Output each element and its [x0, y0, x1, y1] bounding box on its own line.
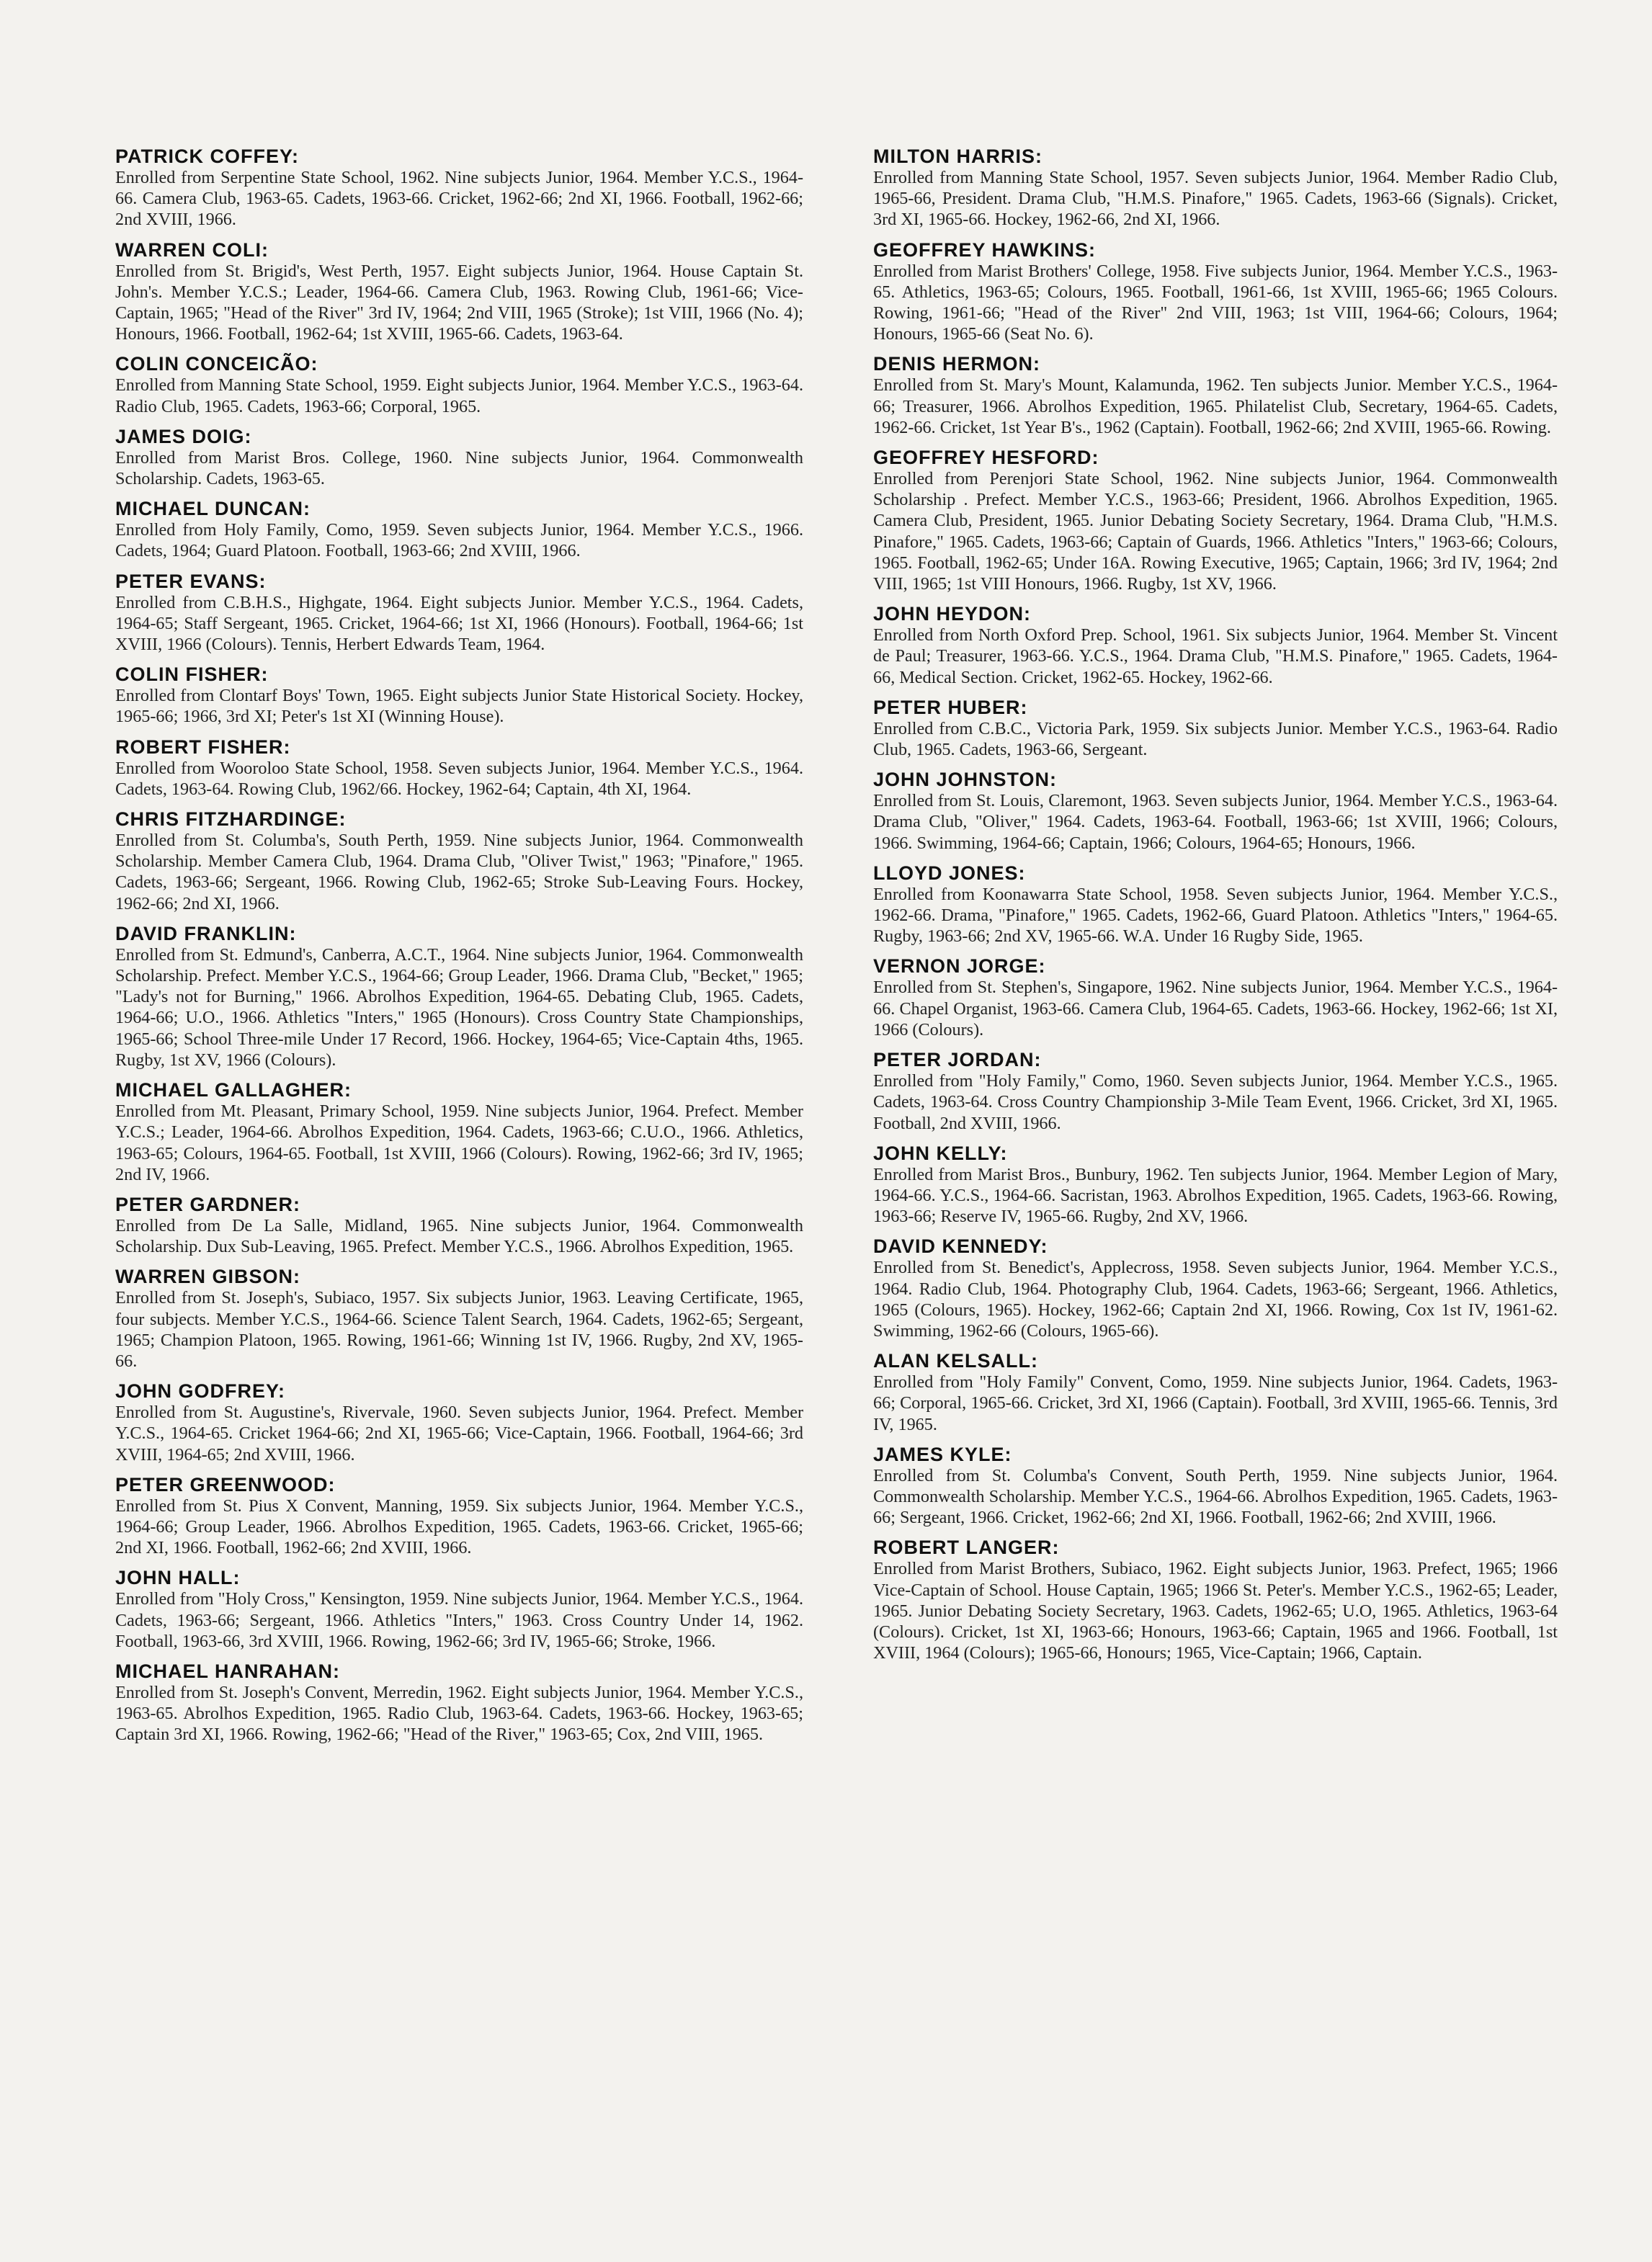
student-record: Enrolled from "Holy Cross," Kensington, 1959. Nine subjects Junior, 1964. Member Y.C.S., 1964. Cadets, 1963-66; Sergeant, 1966. Athletics "Inters," 1963. Cross Country Under 14, 1962. Football, 1963-66, 3rd XVIII, 1966. Rowing, 1962-66; 3rd IV, 1965-66; Stroke, 1966.: [115, 1589, 803, 1651]
student-entry: [873, 955, 1558, 1040]
student-entry: [873, 603, 1558, 688]
student-name: JOHN JOHNSTON:: [873, 769, 1058, 791]
student-record: Enrolled from St. Benedict's, Applecross, 1958. Seven subjects Junior, 1964. Member Y.C.S., 1964. Radio Club, 1964. Photography Club, 1964. Cadets, 1963-66; Sergeant, 1966. Athletics, 1965 (Colours, 1965). Hockey, 1962-66; Captain 2nd XI, 1966. Rowing, Cox 1st IV, 1961-62. Swimming, 1962-66 (Colours, 1965-66).: [873, 1258, 1558, 1341]
student-entry: [115, 146, 803, 231]
student-name: ALAN KELSALL:: [873, 1350, 1038, 1372]
student-entry: [115, 1567, 803, 1652]
student-record: Enrolled from Koonawarra State School, 1958. Seven subjects Junior, 1964. Member Y.C.S., 1962-66. Drama, "Pinafore," 1965. Cadets, 1962-66, Guard Platoon. Athletics "Inters," 1964-65. Rugby, 1963-66; 2nd XV, 1965-66. W.A. Under 16 Rugby Side, 1965.: [873, 884, 1558, 947]
student-entry: [873, 353, 1558, 438]
student-entry: [873, 447, 1558, 594]
student-name: JOHN HALL:: [115, 1567, 241, 1589]
student-record: Enrolled from St. Louis, Claremont, 1963. Seven subjects Junior, 1964. Member Y.C.S., 1963-64. Drama Club, "Oliver," 1964. Cadets, 1963-64. Football, 1963-66; 1st XVIII, 1966; Colours, 1966. Swimming, 1964-66; Captain, 1966; Colours, 1964-65; Honours, 1966.: [873, 791, 1558, 853]
student-record: Enrolled from St. Columba's, South Perth, 1959. Nine subjects Junior, 1964. Commonwealth Scholarship. Member Camera Club, 1964. Drama Club, "Oliver Twist," 1963; "Pinafore," 1965. Cadets, 1963-66; Sergeant, 1966. Rowing Club, 1962-65; Stroke Sub-Leaving Fours. Hockey, 1962-66; 2nd XI, 1966.: [115, 831, 803, 913]
student-entry: [873, 697, 1558, 760]
student-name: PETER JORDAN:: [873, 1049, 1042, 1071]
student-entry: [115, 1660, 803, 1745]
student-record: Enrolled from "Holy Family," Como, 1960. Seven subjects Junior, 1964. Member Y.C.S., 1965. Cadets, 1963-64. Cross Country Championship 3-Mile Team Event, 1966. Cricket, 3rd XI, 1965. Football, 2nd XVIII, 1966.: [873, 1071, 1558, 1133]
student-name: JOHN HEYDON:: [873, 603, 1032, 625]
student-record: Enrolled from Clontarf Boys' Town, 1965. Eight subjects Junior State Historical Society. Hockey, 1965-66; 1966, 3rd XI; Peter's 1st XI (Winning House).: [115, 686, 803, 727]
student-name: ROBERT FISHER:: [115, 736, 291, 758]
student-record: Enrolled from St. Edmund's, Canberra, A.C.T., 1964. Nine subjects Junior, 1964. Commonwealth Scholarship. Prefect. Member Y.C.S., 1964-66; Group Leader, 1966. Drama Club, "Becket," 1965; "Lady's not for Burning," 1966. Abrolhos Expedition, 1964-65. Debating Club, 1965. Cadets, 1964-66; U.O., 1966. Athletics "Inters," 1965 (Honours). Cross Country State Championships, 1965-66; School Three-mile Under 17 Record, 1966. Hockey, 1964-65; Vice-Captain 4ths, 1965. Rugby, 1st XV, 1966 (Colours).: [115, 944, 803, 1070]
student-name: JOHN GODFREY:: [115, 1380, 286, 1403]
student-name: PETER EVANS:: [115, 570, 267, 592]
student-record: Enrolled from Marist Bros., Bunbury, 1962. Ten subjects Junior, 1964. Member Legion of Mary, 1964-66. Y.C.S., 1964-66. Sacristan, 1963. Abrolhos Expedition, 1965. Cadets, 1963-66. Rowing, 1963-66; Reserve IV, 1965-66. Rugby, 2nd XV, 1966.: [873, 1164, 1558, 1227]
student-record: Enrolled from De La Salle, Midland, 1965. Nine subjects Junior, 1964. Commonwealth Scholarship. Dux Sub-Leaving, 1965. Prefect. Member Y.C.S., 1966. Abrolhos Expedition, 1965.: [115, 1215, 803, 1257]
student-entry: [873, 146, 1558, 231]
student-name: DAVID KENNEDY:: [873, 1235, 1048, 1258]
student-entry: [873, 1444, 1558, 1529]
student-entry: [115, 1079, 803, 1185]
student-name: DAVID FRANKLIN:: [115, 922, 297, 944]
student-name: PETER HUBER:: [873, 696, 1028, 718]
student-record: Enrolled from St. Joseph's Convent, Merredin, 1962. Eight subjects Junior, 1964. Member Y.C.S., 1963-65. Abrolhos Expedition, 1965. Radio Club, 1963-64. Cadets, 1963-66. Hockey, 1963-65; Captain 3rd XI, 1966. Rowing, 1962-66; "Head of the River," 1963-65; Cox, 2nd VIII, 1965.: [115, 1682, 803, 1745]
student-record: Enrolled from Marist Brothers' College, 1958. Five subjects Junior, 1964. Member Y.C.S., 1963-65. Athletics, 1963-65; Colours, 1965. Football, 1961-66, 1st XVIII, 1965-66; 1965 Colours. Rowing, 1961-66; "Head of the River" 2nd VIII, 1963; 1st VIII, 1964-66; Colours, 1964; Honours, 1965-66 (Seat No. 6).: [873, 261, 1558, 344]
student-entry: [873, 769, 1558, 854]
student-record: Enrolled from Manning State School, 1957. Seven subjects Junior, 1964. Member Radio Club, 1965-66, President. Drama Club, "H.M.S. Pinafore," 1965. Cadets, 1963-66 (Signals). Cricket, 3rd XI, 1965-66. Hockey, 1962-66, 2nd XI, 1966.: [873, 168, 1558, 230]
student-entry: [115, 1474, 803, 1559]
student-name: GEOFFREY HESFORD:: [873, 447, 1099, 469]
student-entry: [115, 239, 803, 345]
student-record: Enrolled from St. Joseph's, Subiaco, 1957. Six subjects Junior, 1963. Leaving Certificate, 1965, four subjects. Member Y.C.S., 1964-66. Science Talent Search, 1964. Cadets, 1962-65; Sergeant, 1965; Champion Platoon, 1965. Rowing, 1961-66; Winning 1st IV, 1966. Rugby, 2nd XV, 1965-66.: [115, 1288, 803, 1371]
student-entry: [115, 923, 803, 1070]
student-name: PATRICK COFFEY:: [115, 146, 299, 167]
student-record: Enrolled from Wooroloo State School, 1958. Seven subjects Junior, 1964. Member Y.C.S., 1964. Cadets, 1963-64. Rowing Club, 1962/66. Hockey, 1962-64; Captain, 4th XI, 1964.: [115, 758, 803, 799]
student-name: JAMES KYLE:: [873, 1443, 1012, 1465]
student-name: MILTON HARRIS:: [873, 146, 1042, 167]
student-entry: [115, 426, 803, 489]
student-record: Enrolled from Marist Bros. College, 1960. Nine subjects Junior, 1964. Commonwealth Scholarship. Cadets, 1963-65.: [115, 447, 803, 489]
student-entry: [873, 1143, 1558, 1228]
student-name: CHRIS FITZHARDINGE:: [115, 808, 347, 831]
student-record: Enrolled from North Oxford Prep. School, 1961. Six subjects Junior, 1964. Member St. Vincent de Paul; Treasurer, 1963-66. Y.C.S., 1964. Drama Club, "H.M.S. Pinafore," 1965. Cadets, 1964-66, Medical Section. Cricket, 1962-65. Hockey, 1962-66.: [873, 625, 1558, 687]
student-entry: [115, 1380, 803, 1465]
student-entry: [115, 1194, 803, 1257]
student-record: Enrolled from Marist Brothers, Subiaco, 1962. Eight subjects Junior, 1963. Prefect, 1965; 1966 Vice-Captain of School. House Captain, 1965; 1966 St. Peter's. Member Y.C.S., 1962-65; Leader, 1965. Junior Debating Society Secretary, 1963. Cadets, 1962-65; U.O, 1965. Athletics, 1963-64 (Colours). Cricket, 1st XI, 1963-66; Honours, 1963-66; Captain, 1965 and 1966. Football, 1st XVIII, 1964 (Colours); 1965-66, Honours; 1965, Vice-Captain; 1966, Captain.: [873, 1559, 1558, 1663]
student-record: Enrolled from Manning State School, 1959. Eight subjects Junior, 1964. Member Y.C.S., 1963-64. Radio Club, 1965. Cadets, 1963-66; Corporal, 1965.: [115, 375, 803, 416]
student-name: WARREN GIBSON:: [115, 1266, 300, 1288]
student-entry: [873, 1235, 1558, 1341]
student-record: Enrolled from St. Columba's Convent, South Perth, 1959. Nine subjects Junior, 1964. Commonwealth Scholarship. Member Y.C.S., 1964-66. Abrolhos Expedition, 1965. Cadets, 1963-66; Sergeant, 1966. Cricket, 1962-66; 2nd XI, 1966. Football, 1962-66; 2nd XVIII, 1966.: [873, 1465, 1558, 1528]
student-record: Enrolled from Perenjori State School, 1962. Nine subjects Junior, 1964. Commonwealth Scholarship . Prefect. Member Y.C.S., 1963-66; President, 1966. Abrolhos Expedition, 1965. Camera Club, President, 1965. Junior Debating Society Secretary, 1964. Drama Club, "H.M.S. Pinafore," 1965. Cadets, 1963-66; Captain of Guards, 1966. Athletics "Inters," 1963-66; Colours, 1965. Football, 1962-65; Under 16A. Rowing Executive, 1965; Captain, 1966; 3rd IV, 1964; 2nd VIII, 1965; 1st VIII Honours, 1966. Rugby, 1st XV, 1966.: [873, 469, 1558, 594]
student-entry: [115, 736, 803, 800]
student-name: PETER GARDNER:: [115, 1193, 301, 1215]
student-entry: [873, 862, 1558, 947]
student-name: GEOFFREY HAWKINS:: [873, 238, 1097, 261]
right-column: [873, 146, 1558, 1672]
student-record: Enrolled from Holy Family, Como, 1959. Seven subjects Junior, 1964. Member Y.C.S., 1966. Cadets, 1964; Guard Platoon. Football, 1963-66; 2nd XVIII, 1966.: [115, 520, 803, 561]
left-column: [115, 146, 803, 1754]
student-entry: [873, 239, 1558, 345]
student-record: Enrolled from St. Stephen's, Singapore, 1962. Nine subjects Junior, 1964. Member Y.C.S., 1964-66. Chapel Organist, 1963-66. Camera Club, 1964-65. Cadets, 1963-66. Hockey, 1962-66; 1st XI, 1966 (Colours).: [873, 978, 1558, 1040]
student-name: MICHAEL HANRAHAN:: [115, 1660, 340, 1682]
student-name: DENIS HERMON:: [873, 353, 1041, 375]
student-name: ROBERT LANGER:: [873, 1537, 1060, 1559]
student-entry: [115, 571, 803, 656]
student-entry: [873, 1350, 1558, 1435]
student-record: Enrolled from C.B.H.S., Highgate, 1964. Eight subjects Junior. Member Y.C.S., 1964. Cadets, 1964-65; Staff Sergeant, 1965. Cricket, 1964-66; 1st XI, 1966 (Honours). Football, 1964-66; 1st XVIII, 1966 (Colours). Tennis, Herbert Edwards Team, 1964.: [115, 592, 803, 655]
student-name: JOHN KELLY:: [873, 1142, 1008, 1164]
student-name: LLOYD JONES:: [873, 862, 1026, 884]
student-entry: [115, 808, 803, 914]
student-entry: [873, 1537, 1558, 1663]
student-name: MICHAEL DUNCAN:: [115, 498, 311, 520]
student-record: Enrolled from "Holy Family" Convent, Como, 1959. Nine subjects Junior, 1964. Cadets, 1963-66; Corporal, 1965-66. Cricket, 3rd XI, 1966 (Captain). Football, 3rd XVIII, 1965-66. Tennis, 3rd IV, 1965.: [873, 1372, 1558, 1434]
student-entry: [115, 498, 803, 561]
student-record: Enrolled from C.B.C., Victoria Park, 1959. Six subjects Junior. Member Y.C.S., 1963-64. Radio Club, 1965. Cadets, 1963-66, Sergeant.: [873, 718, 1558, 760]
student-record: Enrolled from St. Augustine's, Rivervale, 1960. Seven subjects Junior, 1964. Prefect. Member Y.C.S., 1964-65. Cricket 1964-66; 2nd XI, 1965-66; Vice-Captain, 1966. Football, 1964-66; 3rd XVIII, 1964-65; 2nd XVIII, 1966.: [115, 1403, 803, 1465]
student-record: Enrolled from St. Pius X Convent, Manning, 1959. Six subjects Junior, 1964. Member Y.C.S., 1964-66; Group Leader, 1966. Abrolhos Expedition, 1965. Cadets, 1963-66. Cricket, 1965-66; 2nd XI, 1966. Football, 1962-66; 2nd XVIII, 1966.: [115, 1496, 803, 1558]
student-name: WARREN COLI:: [115, 238, 269, 261]
student-name: MICHAEL GALLAGHER:: [115, 1079, 352, 1101]
student-name: JAMES DOIG:: [115, 425, 252, 447]
student-name: COLIN CONCEICÃO:: [115, 353, 318, 375]
student-entry: [115, 353, 803, 416]
student-entry: [115, 1266, 803, 1372]
student-record: Enrolled from St. Mary's Mount, Kalamunda, 1962. Ten subjects Junior. Member Y.C.S., 1964-66; Treasurer, 1966. Abrolhos Expedition, 1965. Philatelist Club, Secretary, 1964-65. Cadets, 1962-66. Cricket, 1st Year B's., 1962 (Captain). Football, 1962-66; 2nd XVIII, 1965-66. Rowing.: [873, 375, 1558, 437]
student-name: COLIN FISHER:: [115, 663, 269, 686]
student-entry: [115, 663, 803, 727]
student-name: PETER GREENWOOD:: [115, 1473, 336, 1496]
student-record: Enrolled from Mt. Pleasant, Primary School, 1959. Nine subjects Junior, 1964. Prefect. Member Y.C.S.; Leader, 1964-66. Abrolhos Expedition, 1964. Cadets, 1963-66; C.U.O., 1966. Athletics, 1963-65; Colours, 1964-65. Football, 1st XVIII, 1966 (Colours). Rowing, 1962-66; 3rd IV, 1965; 2nd IV, 1966.: [115, 1101, 803, 1184]
student-record: Enrolled from Serpentine State School, 1962. Nine subjects Junior, 1964. Member Y.C.S., 1964-66. Camera Club, 1963-65. Cadets, 1963-66. Cricket, 1962-66; 2nd XI, 1966. Football, 1962-66; 2nd XVIII, 1966.: [115, 168, 803, 230]
student-entry: [873, 1049, 1558, 1134]
student-name: VERNON JORGE:: [873, 955, 1046, 978]
student-record: Enrolled from St. Brigid's, West Perth, 1957. Eight subjects Junior, 1964. House Captain St. John's. Member Y.C.S.; Leader, 1964-66. Camera Club, 1963. Rowing Club, 1961-66; Vice-Captain, 1965; "Head of the River" 3rd IV, 1964; 2nd VIII, 1965 (Stroke); 1st VIII, 1966 (No. 4); Honours, 1966. Football, 1962-64; 1st XVIII, 1965-66. Cadets, 1963-64.: [115, 261, 803, 344]
